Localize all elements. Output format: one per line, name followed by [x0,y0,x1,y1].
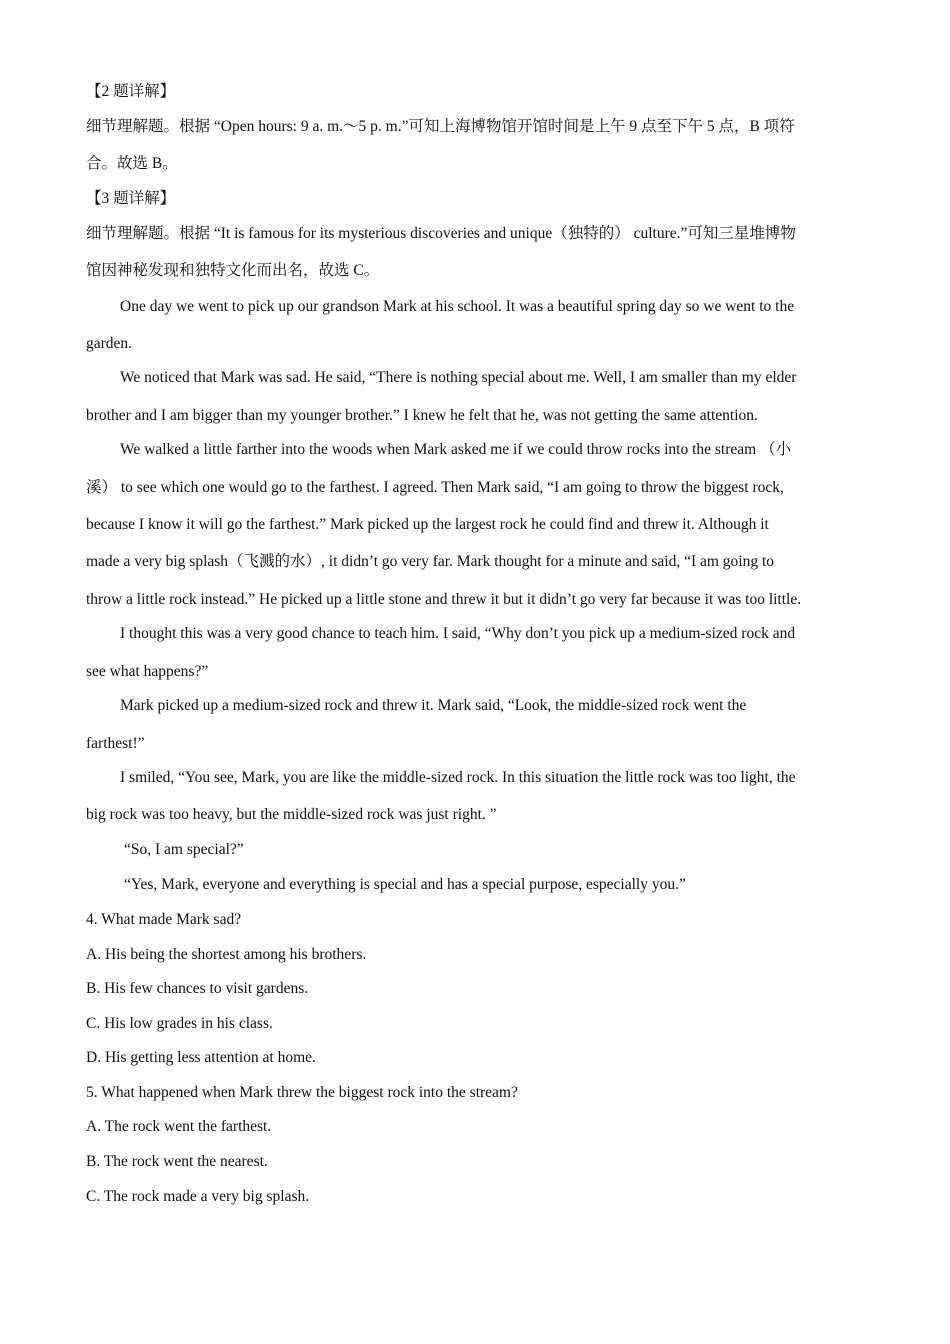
passage-line: big rock was too heavy, but the middle-sized rock was just right. ” [86,806,497,823]
option-line: B. The rock went the nearest. [86,1153,268,1170]
question-4: 4. What made Mark sad? [86,911,242,928]
passage-line: I thought this was a very good chance to teach him. I said, “Why don’t you pick up a medium-sized rock and [120,625,796,642]
option-line: A. His being the shortest among his brothers. [86,946,367,963]
explanation-heading-2: 【2 题详解】 [86,83,176,100]
explanation-heading-3: 【3 题详解】 [86,190,176,207]
passage-line: throw a little rock instead.” He picked up a little stone and threw it but it didn’t go very far because it was too little. [86,591,802,608]
passage-line: Mark picked up a medium-sized rock and threw it. Mark said, “Look, the middle-sized rock went the [120,697,747,714]
passage-line: “Yes, Mark, everyone and everything is special and has a special purpose, especially you.” [124,876,686,893]
option-line: B. His few chances to visit gardens. [86,980,309,997]
passage-line: garden. [86,335,133,352]
passage-line: see what happens?” [86,663,209,680]
passage-line: farthest!” [86,735,145,752]
passage-line: 溪） to see which one would go to the farthest. I agreed. Then Mark said, “I am going to throw the biggest rock, [86,479,784,496]
explanation-text: 合。故选 B。 [86,155,178,172]
passage-line: I smiled, “You see, Mark, you are like the middle-sized rock. In this situation the little rock was too light, the [120,769,796,786]
passage-line: brother and I am bigger than my younger brother.” I knew he felt that he, was not getting the same attention. [86,407,758,424]
explanation-text: 细节理解题。根据 “It is famous for its mysterious discoveries and unique（独特的） culture.”可知三星堆博物 [86,225,796,242]
explanation-text: 细节理解题。根据 “Open hours: 9 a. m.～5 p. m.”可知上海博物馆开馆时间是上午 9 点至下午 5 点，B 项符 [86,118,795,135]
passage-line: because I know it will go the farthest.” Mark picked up the largest rock he could find and threw it. Although it [86,516,769,533]
passage-line: “So, I am special?” [124,841,244,858]
option-line: A. The rock went the farthest. [86,1118,272,1135]
passage-line: One day we went to pick up our grandson Mark at his school. It was a beautiful spring day so we went to the [120,298,795,315]
passage-line: We walked a little farther into the woods when Mark asked me if we could throw rocks into the stream （小 [120,441,792,458]
question-5: 5. What happened when Mark threw the biggest rock into the stream? [86,1084,518,1101]
passage-line: made a very big splash（飞溅的水）, it didn’t go very far. Mark thought for a minute and said, “I am going to [86,553,775,570]
option-line: C. The rock made a very big splash. [86,1188,310,1205]
passage-line: We noticed that Mark was sad. He said, “There is nothing special about me. Well, I am smaller than my elder [120,369,797,386]
option-line: D. His getting less attention at home. [86,1049,316,1066]
option-line: C. His low grades in his class. [86,1015,273,1032]
explanation-text: 馆因神秘发现和独特文化而出名，故选 C。 [86,262,380,279]
